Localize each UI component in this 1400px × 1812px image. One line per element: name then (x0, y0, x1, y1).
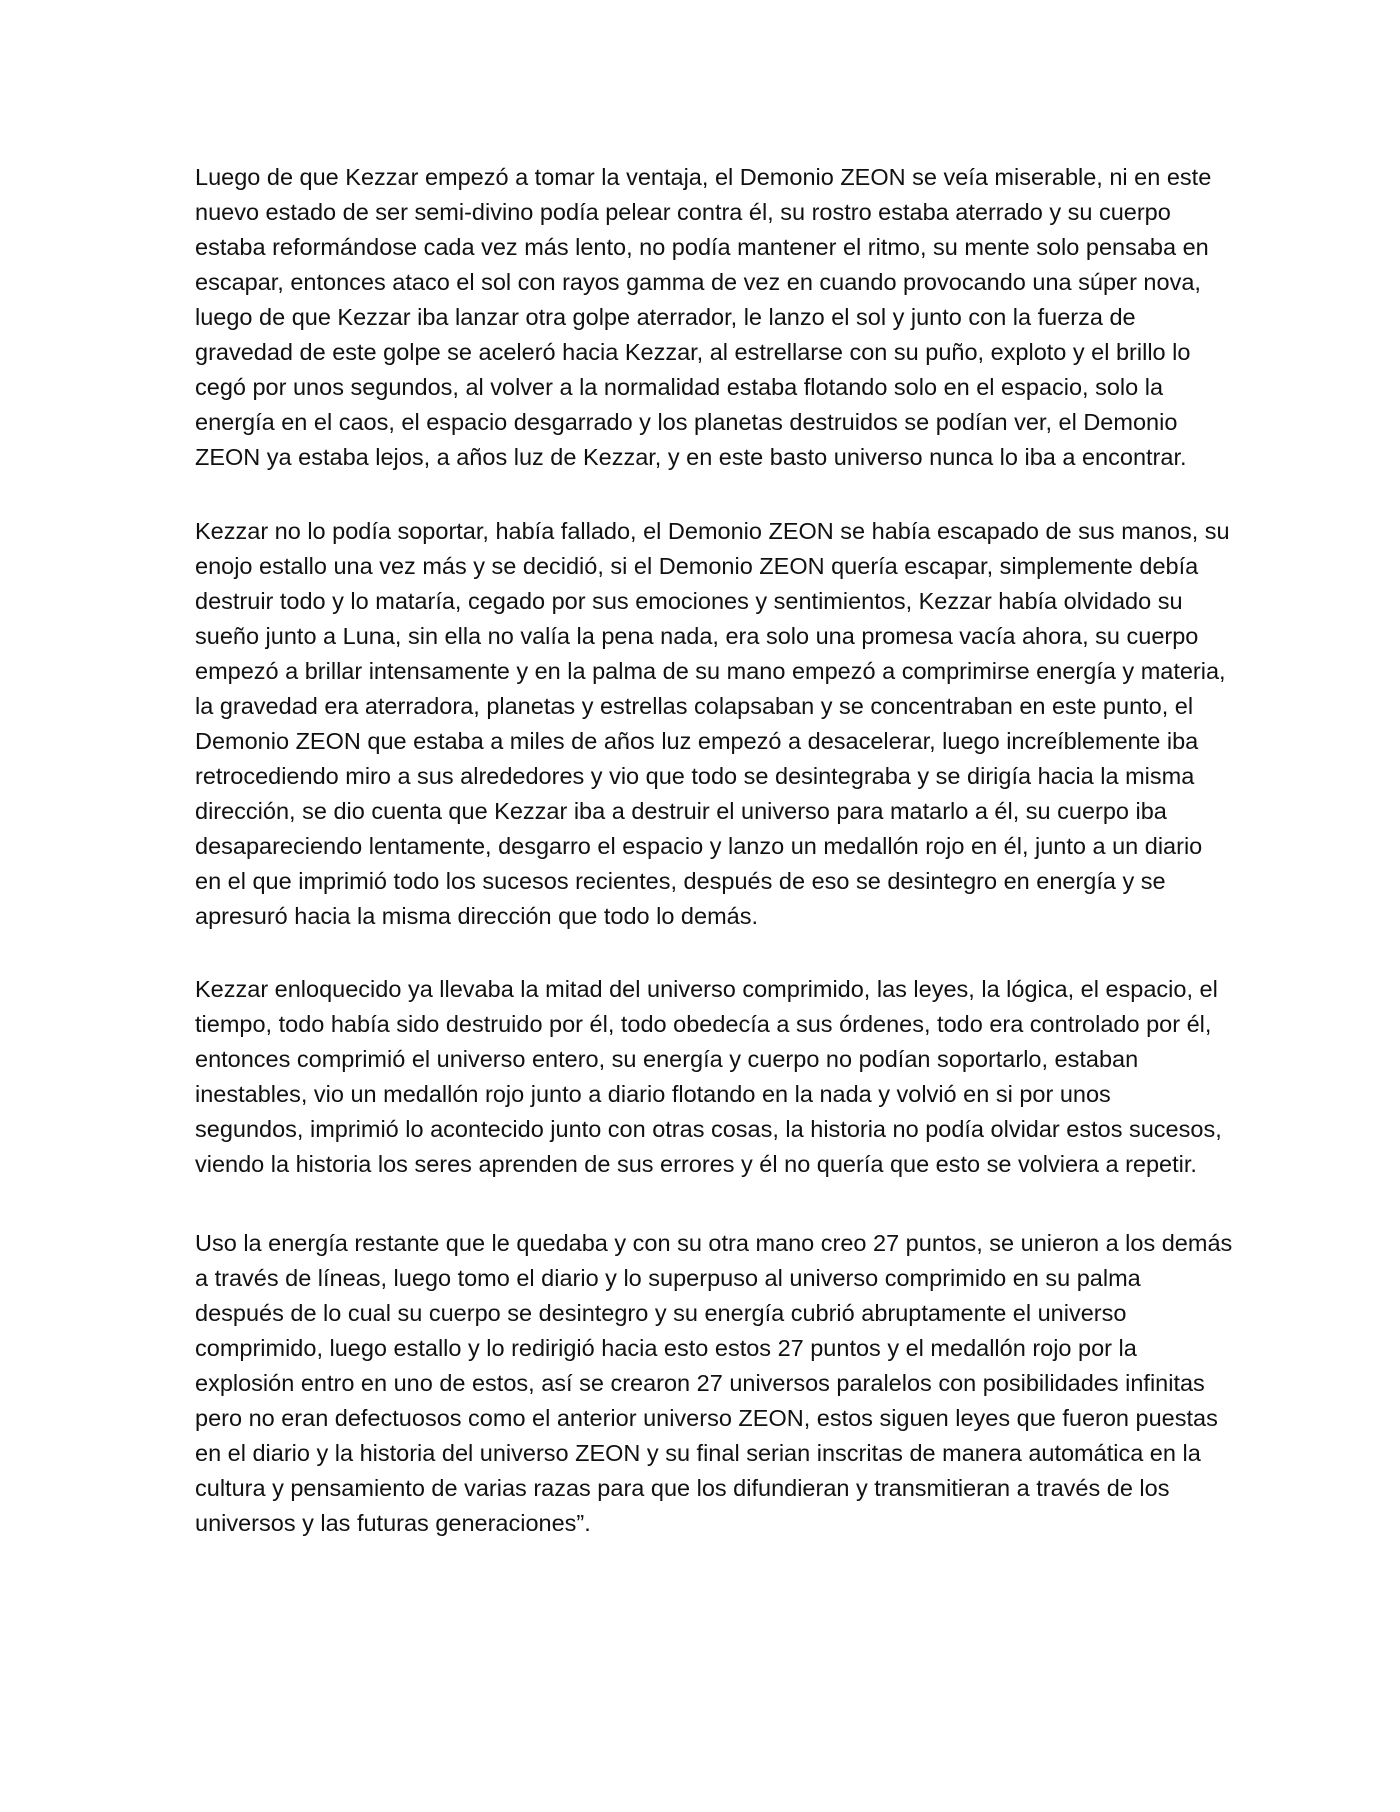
text-line: después de lo cual su cuerpo se desintegro y su energía cubrió abruptamente el universo (195, 1300, 1127, 1326)
text-line: ZEON ya estaba lejos, a años luz de Kezzar, y en este basto universo nunca lo iba a encontrar. (195, 444, 1187, 470)
text-line: Kezzar enloquecido ya llevaba la mitad del universo comprimido, las leyes, la lógica, el espacio, el (195, 976, 1218, 1002)
text-line: la gravedad era aterradora, planetas y estrellas colapsaban y se concentraban en este punto, el (195, 693, 1194, 719)
text-line: segundos, imprimió lo acontecido junto con otras cosas, la historia no podía olvidar estos sucesos, (195, 1116, 1222, 1142)
text-line: en el que imprimió todo los sucesos recientes, después de eso se desintegro en energía y se (195, 868, 1166, 894)
text-line: explosión entro en uno de estos, así se crearon 27 universos paralelos con posibilidades infinitas (195, 1370, 1205, 1396)
text-line: nuevo estado de ser semi-divino podía pelear contra él, su rostro estaba aterrado y su cuerpo (195, 199, 1171, 225)
paragraph (195, 160, 1215, 475)
text-line: cegó por unos segundos, al volver a la normalidad estaba flotando solo en el espacio, solo la (195, 374, 1164, 400)
text-line: universos y las futuras generaciones”. (195, 1510, 591, 1536)
text-line: destruir todo y lo mataría, cegado por sus emociones y sentimientos, Kezzar había olvidado su (195, 588, 1183, 614)
text-line: inestables, vio un medallón rojo junto a diario flotando en la nada y volvió en si por unos (195, 1081, 1111, 1107)
text-line: retrocediendo miro a sus alrededores y vio que todo se desintegraba y se dirigía hacia la misma (195, 763, 1195, 789)
paragraph (195, 514, 1230, 934)
text-line: en el diario y la historia del universo ZEON y su final serian inscritas de manera automática en la (195, 1440, 1201, 1466)
text-line: Kezzar no lo podía soportar, había fallado, el Demonio ZEON se había escapado de sus manos, su (195, 518, 1230, 544)
text-line: desapareciendo lentamente, desgarro el espacio y lanzo un medallón rojo en él, junto a un diario (195, 833, 1203, 859)
text-line: Uso la energía restante que le quedaba y con su otra mano creo 27 puntos, se unieron a los demás (195, 1230, 1233, 1256)
text-line: energía en el caos, el espacio desgarrado y los planetas destruidos se podían ver, el Demonio (195, 409, 1178, 435)
text-line: escapar, entonces ataco el sol con rayos gamma de vez en cuando provocando una súper nova, (195, 269, 1201, 295)
text-line: luego de que Kezzar iba lanzar otra golpe aterrador, le lanzo el sol y junto con la fuerza de (195, 304, 1136, 330)
text-line: apresuró hacia la misma dirección que todo lo demás. (195, 903, 758, 929)
text-line: cultura y pensamiento de varias razas para que los difundieran y transmitieran a través de los (195, 1475, 1170, 1501)
text-line: a través de líneas, luego tomo el diario y lo superpuso al universo comprimido en su palma (195, 1265, 1141, 1291)
text-line: gravedad de este golpe se aceleró hacia Kezzar, al estrellarse con su puño, exploto y el brillo lo (195, 339, 1191, 365)
paragraph (195, 1226, 1233, 1541)
text-line: Demonio ZEON que estaba a miles de años luz empezó a desacelerar, luego increíblemente iba (195, 728, 1199, 754)
text-line: pero no eran defectuosos como el anterior universo ZEON, estos siguen leyes que fueron puestas (195, 1405, 1218, 1431)
text-line: Luego de que Kezzar empezó a tomar la ventaja, el Demonio ZEON se veía miserable, ni en este (195, 164, 1212, 190)
text-line: sueño junto a Luna, sin ella no valía la pena nada, era solo una promesa vacía ahora, su cuerpo (195, 623, 1199, 649)
text-line: viendo la historia los seres aprenden de sus errores y él no quería que esto se volviera a repetir. (195, 1151, 1197, 1177)
text-line: dirección, se dio cuenta que Kezzar iba a destruir el universo para matarlo a él, su cuerpo iba (195, 798, 1167, 824)
text-line: entonces comprimió el universo entero, su energía y cuerpo no podían soportarlo, estaban (195, 1046, 1139, 1072)
paragraph (195, 972, 1222, 1182)
text-line: estaba reformándose cada vez más lento, no podía mantener el ritmo, su mente solo pensaba en (195, 234, 1209, 260)
text-line: tiempo, todo había sido destruido por él, todo obedecía a sus órdenes, todo era controlado por él, (195, 1011, 1212, 1037)
text-line: comprimido, luego estallo y lo redirigió hacia esto estos 27 puntos y el medallón rojo por la (195, 1335, 1137, 1361)
text-line: empezó a brillar intensamente y en la palma de su mano empezó a comprimirse energía y materia, (195, 658, 1226, 684)
text-line: enojo estallo una vez más y se decidió, si el Demonio ZEON quería escapar, simplemente debía (195, 553, 1199, 579)
